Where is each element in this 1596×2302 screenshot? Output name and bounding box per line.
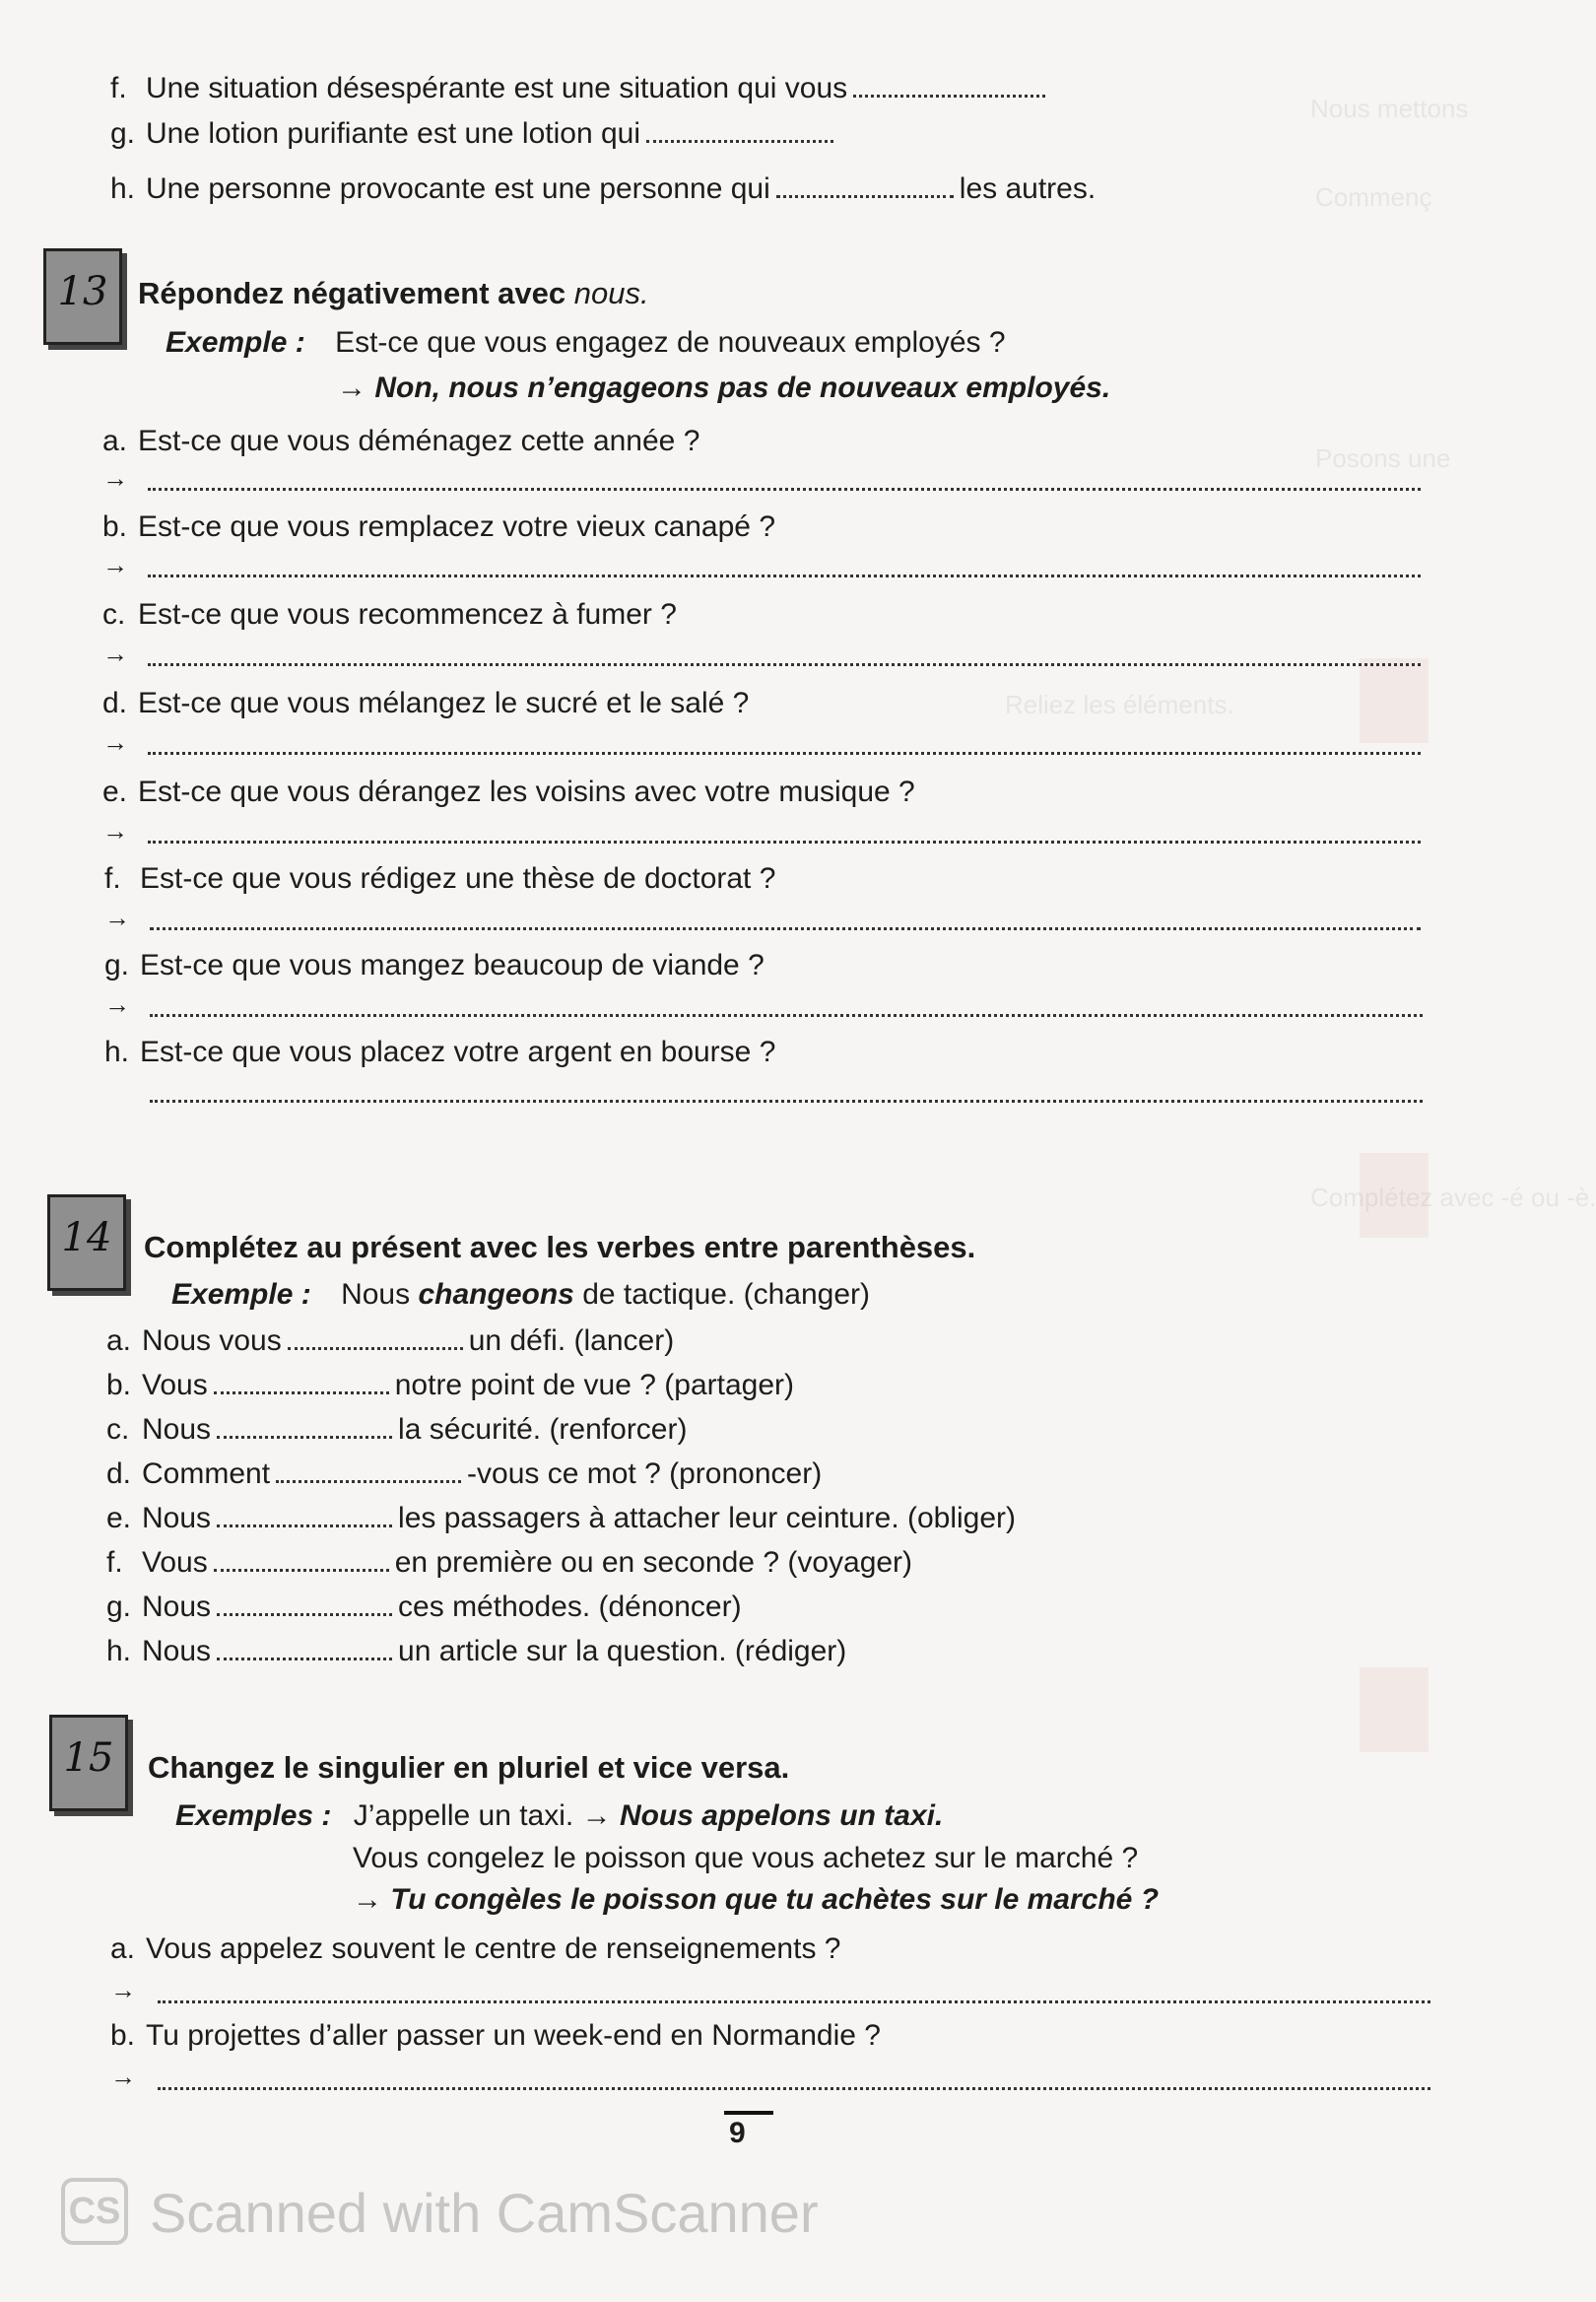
bleed-through-text: Complétez avec -é ou -è. [1310,1183,1596,1212]
top-item-f [110,71,1051,106]
item-text: Tu projettes d’aller passer un week-end en Normandie ? [146,2019,881,2052]
exercise-13-example [166,325,1006,361]
blank [776,171,954,198]
item-suffix: les autres. [959,172,1097,205]
arrow-icon: → [337,372,366,404]
answer-blank-g[interactable] [150,1014,1423,1017]
item-pre: Vous [142,1546,208,1579]
item-letter: a. [110,1932,136,1965]
item-post: notre point de vue ? (partager) [394,1369,794,1401]
answer-blank-c[interactable] [148,663,1421,666]
example-answer: Tu congèles le poisson que tu achètes sur le marché ? [390,1883,1160,1916]
answer-blank-e[interactable] [148,841,1421,844]
bleed-through-text: Reliez les éléments. [1005,690,1234,719]
item-letter: a. [102,425,128,457]
example-label: Exemple : [166,326,305,359]
top-item-h [110,171,1096,207]
item-letter: h. [106,1635,132,1667]
arrow-icon: → [102,550,128,579]
arrow-icon: → [353,1883,382,1916]
item-pre: Nous [142,1413,212,1446]
example-answer: Nous appelons un taxi. [619,1799,944,1832]
item-text: Vous appelez souvent le centre de renseignements ? [146,1932,841,1965]
verb-blank[interactable] [276,1456,461,1483]
example-post: de tactique. (changer) [582,1278,871,1311]
item-letter: h. [104,1036,130,1068]
exercise-13-item-f [104,861,775,897]
arrow-icon: → [104,903,130,932]
arrow-icon: → [110,2062,136,2091]
exercise-14-example [171,1277,870,1313]
exercise-14-item-c [106,1412,687,1448]
exercise-number: 15 [63,1735,114,1781]
example-label: Exemple : [171,1278,311,1311]
top-item-g [110,116,839,152]
exercise-14-item-h [106,1634,846,1669]
item-pre: Nous vous [142,1324,282,1357]
exercise-15-badge [49,1715,128,1811]
exercise-14-title: Complétez au présent avec les verbes entre parenthèses. [144,1230,976,1264]
item-letter: e. [106,1502,132,1534]
item-letter: b. [110,2019,136,2052]
verb-blank[interactable] [217,1501,392,1527]
exercise-15-example-2-answer [353,1882,1159,1918]
arrow-icon: → [102,639,128,668]
item-pre: Nous [142,1502,212,1534]
exercise-number: 14 [61,1215,112,1260]
item-post: ces méthodes. (dénoncer) [398,1591,742,1623]
exercise-14-badge [47,1194,126,1291]
exercise-14-item-e [106,1501,1016,1536]
arrow-icon: → [581,1799,612,1832]
exercise-14-item-b [106,1368,794,1403]
exercise-13-item-h [104,1035,775,1070]
answer-blank-b[interactable] [158,2087,1430,2090]
bleed-through-box [1360,1667,1429,1752]
item-letter: a. [106,1324,132,1357]
exercise-15-example-1 [175,1798,943,1834]
arrow-icon: → [104,989,130,1019]
item-text: Est-ce que vous remplacez votre vieux canapé ? [138,510,776,543]
item-text: Une situation désespérante est une situation qui vous [146,72,848,104]
example-question: J’appelle un taxi. [353,1799,574,1832]
example-label: Exemples : [175,1799,332,1832]
verb-blank[interactable] [217,1590,392,1616]
item-letter: d. [102,687,128,719]
item-letter: b. [106,1369,132,1401]
item-post: un article sur la question. (rédiger) [398,1635,847,1667]
verb-blank[interactable] [214,1545,389,1572]
exercise-13-item-g [104,948,765,983]
exercise-15-item-a [110,1931,840,1967]
exercise-13-item-d [102,686,749,721]
page-number: 9 [729,2117,746,2149]
arrow-icon: → [102,463,128,493]
answer-blank-h[interactable] [150,1100,1423,1103]
answer-blank-b[interactable] [148,575,1421,577]
example-pre: Nous [341,1278,411,1311]
answer-blank-a[interactable] [158,2000,1430,2003]
arrow-icon: → [102,816,128,846]
item-pre: Vous [142,1369,208,1401]
bleed-through-text: Posons une [1315,443,1451,473]
exercise-number: 13 [57,269,108,314]
title-text: Répondez négativement avec [138,276,566,310]
exercise-13-badge [43,248,122,345]
item-text: Est-ce que vous recommencez à fumer ? [138,598,677,631]
exercise-13-title [138,276,649,311]
item-text: Est-ce que vous mélangez le sucré et le salé ? [138,687,750,719]
exercise-15-title: Changez le singulier en pluriel et vice versa. [148,1750,790,1785]
exercise-13-item-b [102,509,775,545]
camscanner-logo-icon: CS [61,2178,128,2245]
exercise-15-example-2 [353,1841,1138,1876]
item-post: -vous ce mot ? (prononcer) [467,1457,823,1490]
verb-blank[interactable] [288,1323,463,1350]
item-text: Une lotion purifiante est une lotion qui [146,117,641,150]
item-letter: f. [106,1546,123,1579]
item-letter: g. [110,117,136,150]
bleed-through-text: Commenç [1315,182,1432,212]
watermark-text: Scanned with CamScanner [150,2182,819,2244]
item-letter: f. [110,72,127,104]
item-letter: f. [104,862,121,895]
item-letter: e. [102,776,128,808]
item-text: Est-ce que vous déménagez cette année ? [138,425,700,457]
blank [853,71,1045,98]
exercise-14-item-d [106,1456,822,1492]
exercise-14-item-a [106,1323,674,1359]
item-text: Une personne provocante est une personne qui [146,172,770,205]
verb-blank[interactable] [214,1368,389,1394]
example-question: Vous congelez le poisson que vous achetez sur le marché ? [353,1842,1139,1874]
bleed-through-box [1360,1153,1429,1238]
exercise-14-item-g [106,1590,742,1625]
item-text: Est-ce que vous placez votre argent en bourse ? [140,1036,776,1068]
arrow-icon: → [110,1975,136,2004]
item-post: en première ou en seconde ? (voyager) [394,1546,913,1579]
item-post: un défi. (lancer) [468,1324,675,1357]
item-letter: b. [102,510,128,543]
item-post: la sécurité. (renforcer) [398,1413,688,1446]
item-text: Est-ce que vous mangez beaucoup de viande ? [140,949,765,982]
exercise-15-item-b [110,2018,881,2054]
verb-blank[interactable] [217,1634,392,1660]
example-verb: changeons [418,1278,574,1311]
exercise-13-item-e [102,775,915,810]
item-letter: c. [102,598,126,631]
item-pre: Comment [142,1457,271,1490]
example-question: Est-ce que vous engagez de nouveaux employés ? [335,326,1006,359]
item-pre: Nous [142,1591,212,1623]
item-letter: g. [104,949,130,982]
example-answer: Non, nous n’engageons pas de nouveaux employés. [374,372,1111,404]
item-post: les passagers à attacher leur ceinture. (obliger) [398,1502,1017,1534]
answer-blank-d[interactable] [148,752,1421,755]
item-letter: c. [106,1413,130,1446]
answer-blank-f[interactable] [150,927,1421,930]
arrow-icon: → [102,727,128,757]
item-pre: Nous [142,1635,212,1667]
item-letter: d. [106,1457,132,1490]
bleed-through-text: Nous mettons [1310,94,1469,123]
page-number-rule [724,2111,773,2115]
answer-blank-a[interactable] [148,488,1421,491]
item-letter: h. [110,172,136,205]
exercise-13-example-answer [337,371,1110,406]
title-em: nous. [573,276,649,310]
exercise-13-item-a [102,424,699,459]
exercise-13-item-c [102,597,677,633]
item-text: Est-ce que vous dérangez les voisins avec votre musique ? [138,776,915,808]
blank [646,116,833,143]
verb-blank[interactable] [217,1412,392,1439]
item-letter: g. [106,1591,132,1623]
bleed-through-box [1360,658,1429,743]
item-text: Est-ce que vous rédigez une thèse de doctorat ? [140,862,776,895]
exercise-14-item-f [106,1545,912,1581]
